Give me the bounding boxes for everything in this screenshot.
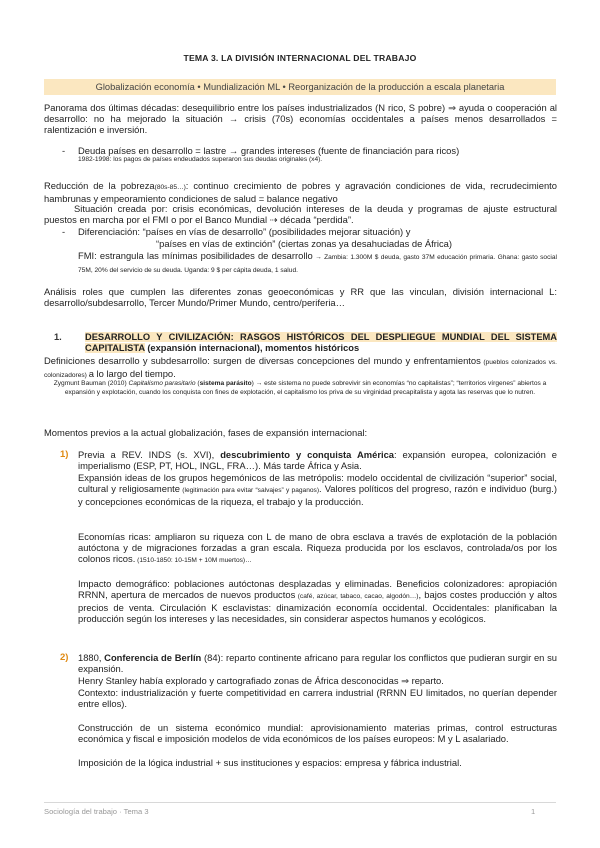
intro-bullet-debt: Deuda países en desarrollo = lastre → grandes intereses (fuente de financiación para ricos) (78, 145, 460, 156)
section-1-title: DESARROLLO Y CIVILIZACIÓN: RASGOS HISTÓRICOS DEL DESPLIEGUE MUNDIAL DEL SISTEMA CAPITALISTA (expansión internacional), momentos históricos (85, 332, 557, 354)
page-title: TEMA 3. LA DIVISIÓN INTERNACIONAL DEL TRABAJO (183, 53, 417, 63)
item-2-line-3: Contexto: industrialización y fuerte competitividad en carrera industrial (RRNN EU limitados, no querían depender entre ellos). (78, 687, 557, 710)
bullet-dash: - (62, 226, 66, 237)
section-1-definitions: Definiciones desarrollo y subdesarrollo: surgen de diversas concepciones del mundo y enfrentamientos (pueblos colonizados vs. colonizadores) a lo largo del tiempo. (44, 355, 557, 379)
intro-paragraph-2-cont: Situación creada por: crisis económicas, devolución intereses de la deuda y programas de ajuste estructural puestos en marcha por el FMI o por el Banco Mundial ⇢ década “perdida”. (44, 203, 557, 226)
item-2-number: 2) (60, 652, 69, 663)
intro-bullet-extinction: “países en vías de extinción” (ciertas zonas ya desahuciadas de África) (156, 238, 452, 249)
bullet-dash: - (62, 145, 66, 156)
item-2-paragraph-3: Imposición de la lógica industrial + sus instituciones y espacios: empresa y fábrica industrial. (78, 757, 462, 768)
intro-paragraph-2: Reducción de la pobreza(80s-85…): continuo crecimiento de pobres y agravación condiciones de vida, recrudecimiento hambrunas y empeoramiento condiciones de salud = balance negativo (44, 180, 557, 204)
item-1-line-1: Previa a REV. INDS (s. XVI), descubrimiento y conquista América: expansión europea, colonización e imperialismo (ESP, PT, HOL, INGL, FRA…). Más tarde África y Asia. (78, 449, 557, 472)
intro-bullet-differentiation: Diferenciación: “países en vías de desarrollo” (posibilidades mejorar situación) y (78, 226, 411, 237)
item-2-line-1: 1880, Conferencia de Berlín (84): reparto continente africano para regular los conflictos que pudieran surgir en su expansión. (78, 652, 557, 675)
intro-paragraph-3: Análisis roles que cumplen las diferentes zonas geoeconómicas y RR que las vinculan, división internacional L: desarrollo/subdesarrollo, Tercer Mundo/Primer Mundo, centro/periferia… (44, 286, 557, 309)
item-2-paragraph-2: Construcción de un sistema económico mundial: aprovisionamiento materias primas, control estructuras económica y fiscal e imposición modelos de vida económicos de los países europeos: M y L asalariado. (78, 722, 557, 745)
item-2-line-2: Henry Stanley había explorado y cartografiado zonas de África desconocidas ⇒ reparto. (78, 675, 444, 686)
topic-banner: Globalización economía • Mundialización ML • Reorganización de la producción a escala planetaria (44, 79, 556, 95)
footer-page-number: 1 (531, 807, 536, 816)
section-1-number: 1. (54, 332, 62, 342)
item-1-number: 1) (60, 449, 69, 460)
footer-course: Sociología del trabajo · Tema 3 (44, 807, 149, 816)
bauman-quote: Zygmunt Bauman (2010) Capitalismo parasitario (sistema parásito) → este sistema no puede sobrevivir sin economías “no capitalistas”; “territorios vírgenes” abiertos a expansión y explotación, cuando los conquista con fines de explotación, el capitalismo los priva de su virginidad precapitalista y agota las reservas que lo nutren. (53, 380, 547, 396)
footer-divider (44, 802, 556, 803)
item-1-paragraph-3: Impacto demográfico: poblaciones autóctonas desplazadas y eliminadas. Beneficios colonizadores: apropiación RRNN, apertura de mercados de nuevos productos (café, azúcar, tabaco, cacao, algodón…), bajos costes producción y altos precios de venta. Circulación K esclavistas: dinamización economía occidental. Occidentales: planificaban la producción según los intereses y las necesidades, sin considerar aspectos humanos y ecológicos. (78, 578, 557, 624)
intro-bullet-fmi: FMI: estrangula las mínimas posibilidades de desarrollo → Zambia: 1.300M $ deuda, gasto 37M educación primaria. Ghana: gasto social 75M, 20% del servicio de su deuda. Uganda: 9 $ per cápita deuda, 1 salud. (78, 250, 557, 274)
item-1-line-2: Expansión ideas de los grupos hegemónicos de las metrópolis: modelo occidental de civilización “superior” social, cultural y religiosamente (legitimación para evitar “salvajes” y paganos). Valores políticos del progreso, razón e individuo (burg.) y concepciones económicas de la riqueza, el trabajo y la producción. (78, 472, 557, 507)
item-1-paragraph-2: Economías ricas: ampliaron su riqueza con L de mano de obra esclava a través de explotación de la población autóctona y de migraciones forzadas a gran escala. Riqueza producida por los esclavos, controlada/os por los colonos ricos. (1510-1850: 10-15M + 10M muertos)… (78, 531, 557, 565)
momentos-intro: Momentos previos a la actual globalización, fases de expansión internacional: (44, 427, 368, 438)
intro-paragraph-1: Panorama dos últimas décadas: desequilibrio entre los países industrializados (N rico, S pobre) ⇒ ayuda o cooperación al desarrollo: no ha mejorado la situación → crisis (70s) economías occidentales a países menos desarrollados = ralentización e inversión. (44, 102, 557, 136)
intro-bullet-debt-note: 1982-1998: los pagos de países endeudados superaron sus deudas originales (x4). (78, 156, 323, 163)
